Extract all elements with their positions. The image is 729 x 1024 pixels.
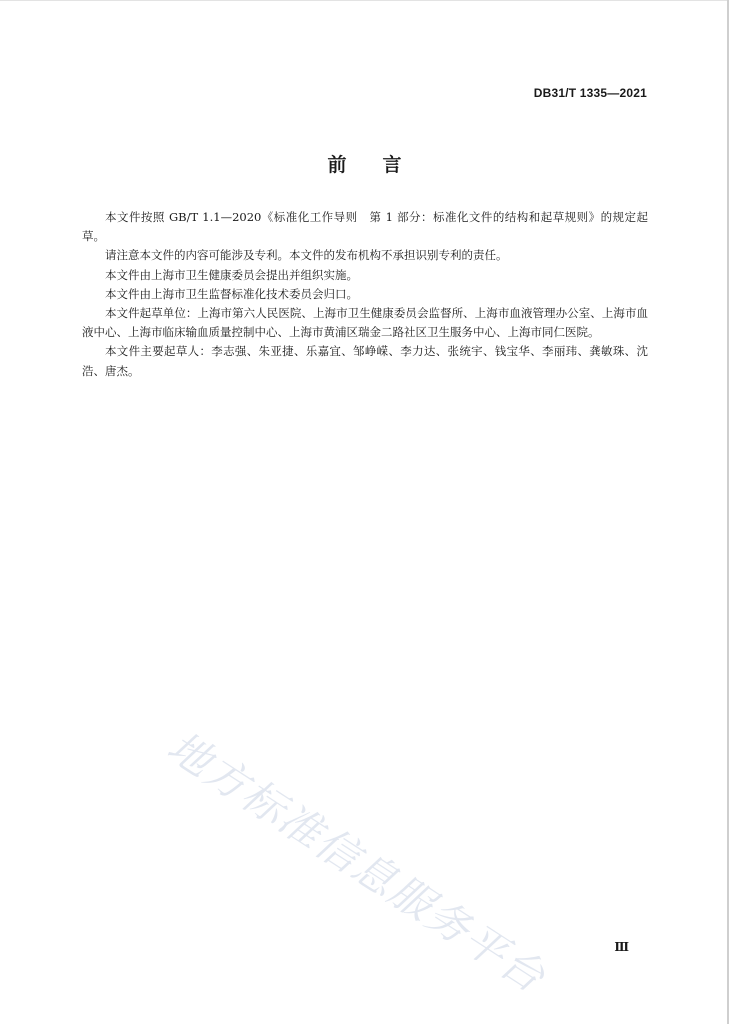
title-char-2: 言 xyxy=(382,154,402,176)
foreword-body xyxy=(82,208,648,381)
watermark-text: 地方标准信息服务平台 xyxy=(158,721,555,1003)
title-char-1: 前 xyxy=(327,154,347,176)
page-number: Ⅲ xyxy=(614,940,629,954)
paragraph-technical-committee: 本文件由上海市卫生监督标准化技术委员会归口。 xyxy=(105,286,358,301)
document-code: DB31/T 1335—2021 xyxy=(533,86,647,100)
paragraph-patent-notice: 请注意本文件的内容可能涉及专利。本文件的发布机构不承担识别专利的责任。 xyxy=(105,248,508,263)
page-title xyxy=(0,150,729,177)
paragraph-drafters: 本文件主要起草人：李志强、朱亚捷、乐嘉宜、邹峥嵘、李力达、张统宇、钱宝华、李丽玮、龚敏珠、沈浩、唐杰。 xyxy=(82,344,648,378)
paragraph-drafting-rules: 本文件按照 GB/T 1.1—2020《标准化工作导则 第 1 部分：标准化文件的结构和起草规则》的规定起草。 xyxy=(82,210,648,244)
paragraph-proposer: 本文件由上海市卫生健康委员会提出并组织实施。 xyxy=(105,267,358,282)
paragraph-drafting-units: 本文件起草单位：上海市第六人民医院、上海市卫生健康委员会监督所、上海市血液管理办公室、上海市血液中心、上海市临床输血质量控制中心、上海市黄浦区瑞金二路社区卫生服务中心、上海市同仁医院。 xyxy=(82,306,648,340)
page-top-edge xyxy=(0,0,729,1)
